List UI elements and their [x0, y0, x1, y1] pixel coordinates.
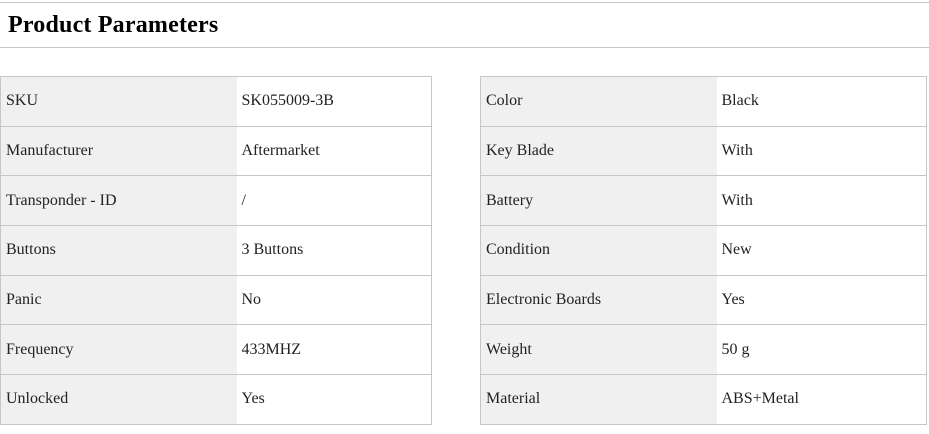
spec-row [1, 226, 432, 276]
spec-row [1, 126, 432, 176]
spec-row [481, 176, 927, 226]
spec-label: Transponder - ID [1, 176, 237, 226]
spec-label: Key Blade [481, 126, 717, 176]
spec-label: Condition [481, 226, 717, 276]
spec-label: Electronic Boards [481, 275, 717, 325]
spec-row [481, 126, 927, 176]
spec-value: With [717, 176, 927, 226]
spec-label: Weight [481, 325, 717, 375]
spec-value: No [237, 275, 432, 325]
spec-value: Black [717, 77, 927, 127]
section-title: Product Parameters [8, 12, 219, 38]
spec-row [1, 325, 432, 375]
spec-value: Aftermarket [237, 126, 432, 176]
spec-value: ABS+Metal [717, 375, 927, 425]
spec-row [481, 275, 927, 325]
spec-label: Buttons [1, 226, 237, 276]
spec-value: With [717, 126, 927, 176]
spec-row [481, 325, 927, 375]
spec-label: Battery [481, 176, 717, 226]
spec-row [1, 375, 432, 425]
spec-label: Frequency [1, 325, 237, 375]
spec-row [481, 375, 927, 425]
spec-value: 50 g [717, 325, 927, 375]
spec-row [1, 77, 432, 127]
spec-label: SKU [1, 77, 237, 127]
spec-label: Material [481, 375, 717, 425]
spec-row [1, 176, 432, 226]
right-spec-table [480, 76, 927, 425]
spec-label: Unlocked [1, 375, 237, 425]
spec-value: 3 Buttons [237, 226, 432, 276]
left-spec-table [0, 76, 432, 425]
spec-value: / [237, 176, 432, 226]
spec-row [481, 226, 927, 276]
section-header [0, 2, 929, 48]
spec-row [1, 275, 432, 325]
spec-label: Color [481, 77, 717, 127]
spec-row [481, 77, 927, 127]
spec-value: Yes [237, 375, 432, 425]
spec-value: 433MHZ [237, 325, 432, 375]
spec-label: Manufacturer [1, 126, 237, 176]
spec-value: Yes [717, 275, 927, 325]
spec-value: SK055009-3B [237, 77, 432, 127]
spec-value: New [717, 226, 927, 276]
spec-label: Panic [1, 275, 237, 325]
